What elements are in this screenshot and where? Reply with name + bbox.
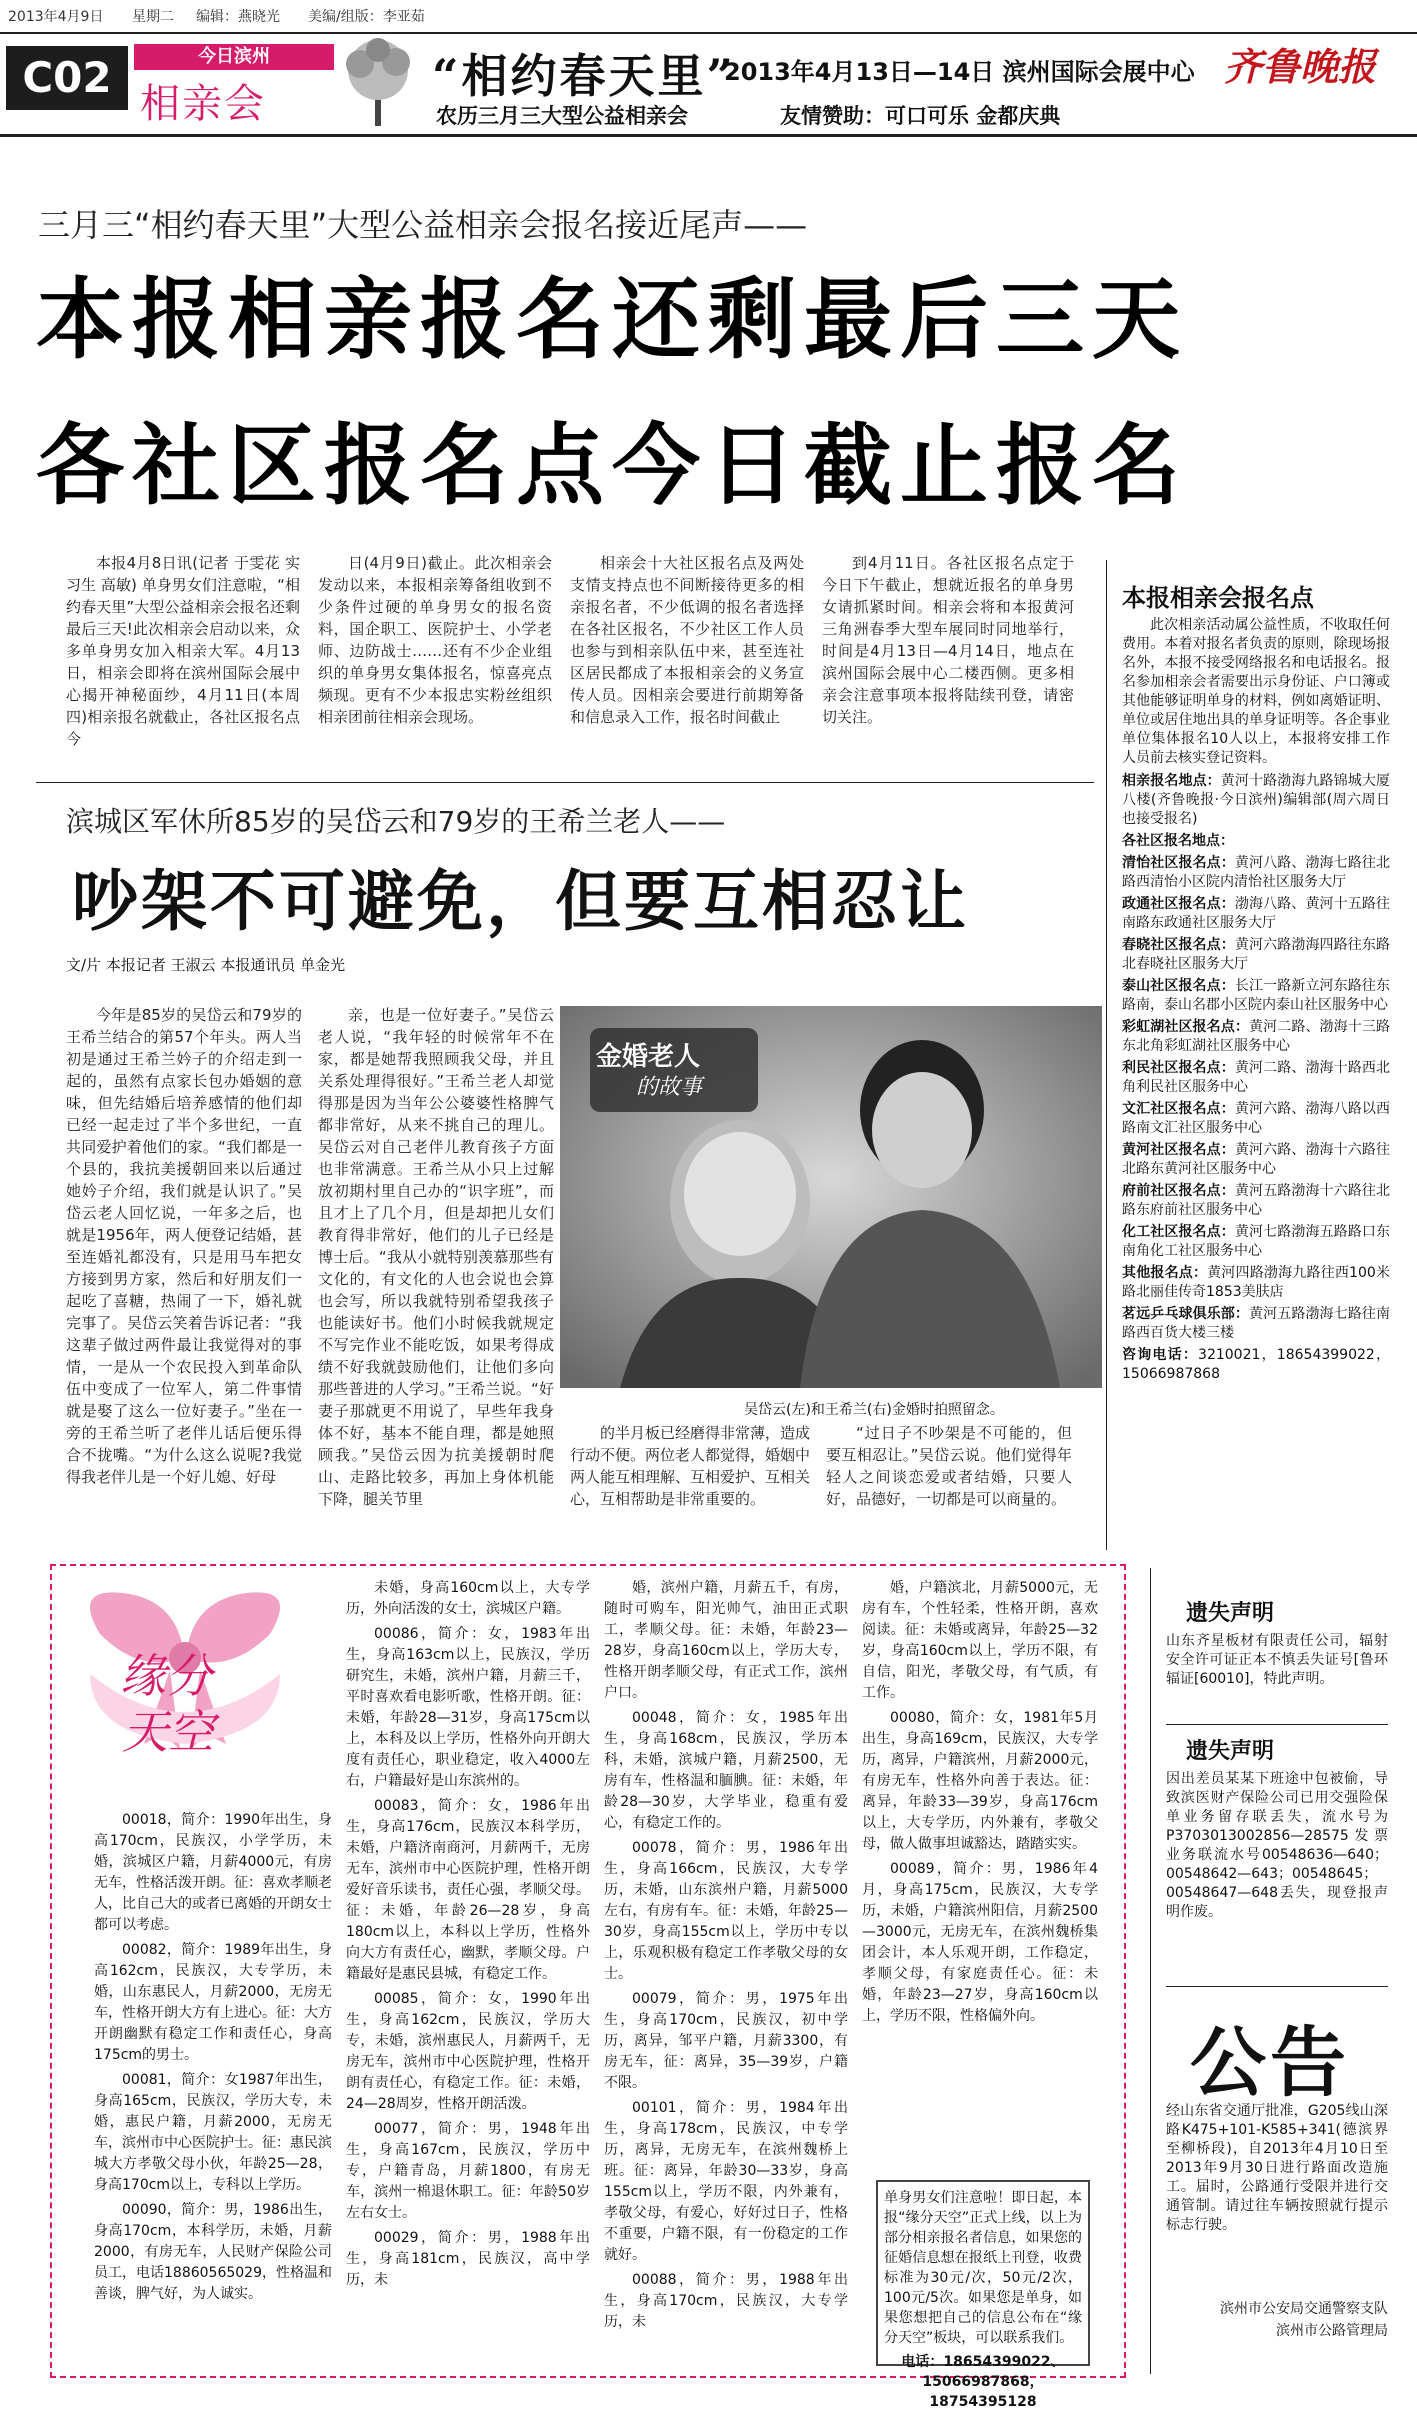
ads-divider [1150,1568,1151,2374]
signup-location-address: 黄河二路、渤海十路西北角利民社区服务中心 [1122,1060,1391,1095]
photo-badge-subtitle: 的故事 [636,1075,703,1100]
page-number: C02 [6,46,128,110]
signup-location-label: 彩虹湖社区报名点： [1122,1019,1249,1035]
signup-location-address: 黄河五路渤海七路往南路西百货大楼三楼 [1122,1306,1390,1341]
classified-entry: 00078，简介：男，1986年出生，身高166cm，民族汉，大专学历，未婚，山东滨州户籍，月薪5000左右，有房有车。征：未婚，年龄25—30岁，身高155cm以上，学历中专以上，乐观积极有稳定工作孝敬父母的女士。 [604,1840,848,1982]
classified-entry: 00101，简介：男，1984年出生，身高178cm，民族汉，中专学历，离异，无房无车，在滨州魏桥上班。征：离异，年龄30—33岁，身高155cm以上，学历不限，内外兼有，孝敬父母，有爱心，好好过日子，性格不重要，户籍不限，有一份稳定的工作就好。 [604,2100,848,2263]
classified-entry: 00080，简介：女，1981年5月出生，身高169cm，民族汉，大专学历，离异，户籍滨州，月薪2000元，有房无车，性格外向善于表达。征：离异，年龄33—39岁，身高176cm以上，大专学历，内外兼有，孝敬父母，做人做事坦诚豁达，踏踏实实。 [862,1710,1098,1852]
public-notice-sign-2: 滨州市公路管理局 [1276,2323,1388,2339]
signup-location-address: 黄河十路渤海九路锦城大厦八楼(齐鲁晚报·今日滨州)编辑部(周六周日也接受报名) [1122,773,1391,827]
signup-locations [1122,616,1390,1387]
event-title: “相约春天里” [432,49,736,103]
classifieds-col-2 [346,1578,590,2295]
issue-weekday: 星期二 [132,9,174,25]
classified-entry: 00083，简介：女，1986年出生，身高176cm，民族汉本科学历，未婚，户籍济南商河，月薪两千，无房无车，滨州市中心医院护理，性格开朗爱好音乐读书，责任心强，孝顺父母。征：未婚，年龄26—28岁，身高180cm以上，本科以上学历，性格外向大方有责任心，幽默，孝顺父母。户籍最好是惠民县城，有稳定工作。 [346,1798,590,1982]
story2-kicker: 滨城区军休所85岁的吴岱云和79岁的王希兰老人—— [66,805,726,838]
classified-entry: 婚，户籍滨北，月薪5000元，无房有车，个性轻柔，性格开朗，喜欢阅读。征：未婚或离异，年龄25—32岁，身高160cm以上，学历不限，有自信，阳光，孝敬父母，有气质，有工作。 [862,1580,1098,1701]
designer-credit: 美编/组版：李亚茹 [308,9,425,25]
sidebar-intro: 此次相亲活动属公益性质，不收取任何费用。本着对报名者负责的原则，除现场报名外，本报不接受网络报名和电话报名。报名参加相亲会者需要出示身份证、户口簿或其他能够证明单身的材料，例如离婚证明、单位或居住地出具的单身证明等。各企事业单位集体报名10人以上，本报将安排工作人员前去核实登记资料。 [1122,617,1390,766]
editor-credit: 编辑：燕晓光 [196,9,280,25]
photo-badge-title: 金婚老人 [596,1042,701,1072]
signup-location-item [1122,1018,1390,1056]
story1-kicker: 三月三“相约春天里”大型公益相亲会报名接近尾声—— [38,206,808,244]
story1-col-4: 到4月11日。各社区报名点定于今日下午截止，想就近报名的单身男女请抓紧时间。相亲会将和本报黄河三角洲春季大型车展同时同地举行，时间是4月13日—4月14日，地点在滨州国际会展中心二楼西侧。更多相亲会注意事项本报将陆续刊登，请密切关注。 [822,554,1074,726]
signup-location-label: 政通社区报名点： [1122,896,1235,912]
story2-col-4: “过日子不吵架是不可能的，但要互相忍让。”吴岱云说。他们觉得年轻人之间谈恋爱或者结婚，只要人好，品德好，一切都是可以商量的。 [826,1424,1072,1508]
photo-caption: 吴岱云(左)和王希兰(右)金婚时拍照留念。 [744,1402,1004,1418]
story1-col-3: 相亲会十大社区报名点及两处支情支持点也不间断接待更多的相亲报名者，不少低调的报名者选择在各社区报名，不少社区工作人员也参与到相亲队伍中来，甚至连社区居民都成了本报相亲会的义务宣传人员。因相亲会要进行前期筹备和信息录入工作，报名时间截止 [570,554,804,726]
classified-entry: 00077，简介：男，1948年出生，身高167cm，民族汉，学历中专，户籍青岛，月薪1800，有房无车，滨州一棉退休职工。征：年龄50岁左右女士。 [346,2121,590,2221]
signup-location-item [1122,936,1390,974]
lost-notice-1-text: 山东齐星板材有限责任公司，辐射安全许可证正本不慎丢失证号[鲁环辐证[60010]，特此声明。 [1166,1633,1388,1687]
signup-location-address: 黄河八路、渤海七路往北路西清怡小区院内清怡社区服务大厅 [1122,855,1391,890]
signup-location-address: 黄河七路渤海五路路口东南角化工社区服务中心 [1122,1224,1391,1259]
signup-location-address: 黄河二路、渤海十三路东北角彩虹湖社区服务中心 [1122,1019,1390,1054]
classifieds-notice [876,2180,1090,2410]
classified-entry: 00082，简介：1989年出生，身高162cm，民族汉，大专学历，未婚，山东惠民人，月薪2000，无房无车，性格开朗大方有上进心。征：大方开朗幽默有稳定工作和责任心，身高175cm的男士。 [94,1942,332,2063]
classified-entry: 婚，滨州户籍，月薪五千，有房，随时可购车，阳光帅气，油田正式职工，孝顺父母。征：未婚，年龄23—28岁，身高160cm以上，学历大专，性格开朗孝顺父母，有正式工作，滨州户口。 [604,1580,848,1701]
ad-separator-2 [1166,1986,1388,1987]
story1-col-1: 本报4月8日讯(记者 于雯花 实习生 高敏) 单身男女们注意啦，“相约春天里”大型公益相亲会报名还剩最后三天!此次相亲会启动以来，众多单身男女加入相亲大军。4月13日，相亲会即将在滨州国际会展中心揭开神秘面纱，4月11日(本周四)相亲报名就截止，各社区报名点今 [66,554,300,748]
classified-entry: 00048，简介：女，1985年出生，身高168cm，民族汉，学历本科，未婚，滨城户籍，月薪2500，无房有车，性格温和腼腆。征：未婚，年龄28—30岁，大学毕业，稳重有爱心，有稳定工作的。 [604,1710,848,1831]
story-divider [36,782,1094,783]
sidebar-title: 本报相亲会报名点 [1122,584,1314,612]
event-sponsor: 友情赞助：可口可乐 金都庆典 [780,104,1061,128]
signup-location-item [1122,1182,1390,1220]
event-date: 2013年4月13日—14日 滨州国际会展中心 [724,58,1195,86]
signup-location-item [1122,977,1390,1015]
signup-location-label: 文汇社区报名点： [1122,1101,1235,1117]
signup-location-address: 黄河四路渤海九路往西100米路北丽佳传奇1853美肤店 [1122,1265,1390,1300]
signup-location-item [1122,1305,1390,1343]
signup-location-label: 春晓社区报名点： [1122,937,1235,953]
signup-location-label: 其他报名点： [1122,1265,1208,1281]
signup-location-label: 化工社区报名点： [1122,1224,1235,1240]
signup-location-label: 泰山社区报名点： [1122,978,1235,994]
classified-entry: 00086，简介：女，1983年出生，身高163cm以上，民族汉，学历研究生，未婚，滨州户籍，月薪三千，平时喜欢看电影听歌，性格开朗。征：未婚，年龄28—31岁，身高175cm以上，本科及以上学历，性格外向开朗大度有责任心，职业稳定，收入4000左右，户籍最好是山东滨州的。 [346,1626,590,1789]
signup-location-item [1122,854,1390,892]
public-notice-title: 公告 [1190,2018,1350,2107]
lost-notice-2-text: 因出差员某某下班途中包被偷，导致滨医财产保险公司已用交强险保单业务留存联丢失，流水号为P3703013002856—28575发票业务联流水号00548636—640；00548642—643；00548645；00548647—648丢失，现登报声明作废。 [1166,1771,1388,1920]
signup-location-label: 相亲报名地点： [1122,773,1221,789]
meta-line [0,0,1417,28]
story2-byline: 文/片 本报记者 王淑云 本报通讯员 单金光 [66,956,346,974]
classifieds-notice-text: 单身男女们注意啦！即日起，本报“缘分天空”正式上线，以上为部分相亲报名者信息，如果您的征婚信息想在报纸上刊登，收费标准为30元/次，50元/2次，100元/5次。如果您是单身，如果您想把自己的信息公布在“缘分天空”板块，可以联系我们。 [884,2190,1082,2346]
classifieds-col-3 [604,1578,848,2337]
signup-location-label: 府前社区报名点： [1122,1183,1235,1199]
signup-location-address: 黄河六路渤海四路往东路北春晓社区服务大厅 [1122,937,1391,972]
public-notice-text: 经山东省交通厅批准，G205线山深路K475+101-K585+341(德滨界至柳桥段)，自2013年4月10日至2013年9月30日进行路面改造施工。届时，公路通行受限并进行交通管制。请过往车辆按照就行提示标志行驶。 [1166,2103,1388,2233]
signup-location-label: 利民社区报名点： [1122,1060,1235,1076]
classified-entry: 00018，简介：1990年出生，身高170cm，民族汉，小学学历，未婚，滨城区户籍，月薪4000元，有房无车，性格活泼开朗。征：喜欢孝顺老人，比自己大的或者已离婚的开朗女士都可以考虑。 [94,1812,332,1933]
classifieds-notice-phone: 电话：18654399022、15066987868，18754395128 [901,2354,1065,2410]
classifieds-logo-line2: 天空 [122,1705,214,1759]
public-notice-sign-1: 滨州市公安局交通警察支队 [1220,2301,1388,2317]
classified-entry: 00088，简介：男，1988年出生，身高170cm，民族汉，大专学历，未 [604,2272,848,2330]
classified-entry: 00029，简介：男，1988年出生，身高181cm，民族汉，高中学历，未 [346,2230,590,2288]
story1-col-2: 日(4月9日)截止。此次相亲会发动以来，本报相亲筹备组收到不少条件过硬的单身男女的报名资料，国企职工、医院护士、小学老师、边防战士……还有不少企业组织的单身男女集体报名，惊喜亮点频现。更有不少本报忠实粉丝组织相亲团前往相亲会现场。 [318,554,552,726]
lost-notice-1-title: 遗失声明 [1186,1601,1275,1626]
section-tab: 今日滨州 [134,44,334,70]
signup-location-address: 黄河六路、渤海十六路往北路东黄河社区服务中心 [1122,1142,1391,1177]
story1-headline-2: 各社区报名点今日截止报名 [36,414,1189,517]
classified-entry: 00089，简介：男，1986年4月，身高175cm，民族汉，大专学历，未婚，户籍滨州阳信，月薪2500—3000元，无房无车，在滨州魏桥集团会计，本人乐观开朗，工作稳定，孝顺父母，有家庭责任心。征：未婚，年龄23—27岁，身高160cm以上，学历不限，性格偏外向。 [862,1861,1098,2024]
signup-location-label: 清怡社区报名点： [1122,855,1235,871]
ad-separator-1 [1166,1724,1388,1725]
story1-headline-1: 本报相亲报名还剩最后三天 [36,268,1189,371]
classifieds-logo-line1: 缘分 [120,1649,212,1703]
signup-location-address: 3210021，18654399022，15066987868 [1122,1347,1390,1382]
story2-col-2: 亲，也是一位好妻子。”吴岱云老人说，“我年轻的时候常年不在家，都是她帮我照顾我父母，并且关系处理得很好。”王希兰老人却觉得那是因为当年公公婆婆性格脾气都非常好，从来不挑自己的理儿。吴岱云对自己老伴儿教育孩子方面也非常满意。王希兰从小只上过解放初期村里自己办的“识字班”，而且才上了几个月，但是却把儿女们教育得非常好，他们的儿子已经是博士后。“我从小就特别羡慕那些有文化的，有文化的人也会说也会算也会写，所以我就特别希望我孩子也能读好书。他们小时候我就规定不写完作业不能吃饭，如果考得成绩不好我就鼓励他们，让他们多向那些普进的人学习。”王希兰说。“好妻子那就更不用说了，早些年我身体不好，基本不能自理，都是她照顾我。”吴岱云因为抗美援朝时爬山、走路比较多，再加上身体机能下降，腿关节里 [318,1006,554,1508]
signup-location-item [1122,1264,1390,1302]
signup-location-address: 长江一路新立河东路往东路南，泰山名郡小区院内泰山社区服务中心 [1122,978,1391,1013]
story2-col-3: 的半月板已经磨得非常薄，造成行动不便。两位老人都觉得，婚姻中两人能互相理解、互相爱护、互相关心，互相帮助是非常重要的。 [570,1424,811,1508]
signup-location-item [1122,832,1390,851]
signup-location-item [1122,1100,1390,1138]
classified-entry: 未婚，身高160cm以上，大专学历，外向活泼的女士，滨城区户籍。 [346,1580,590,1617]
signup-location-item [1122,772,1390,829]
newspaper-logo: 齐鲁晚报 [1224,44,1377,89]
section-title: 相亲会 [140,81,266,127]
signup-location-item [1122,1223,1390,1261]
signup-location-item [1122,1346,1390,1384]
issue-date: 2013年4月9日 [8,9,104,25]
signup-location-address: 黄河五路渤海十六路往北路东府前社区服务中心 [1122,1183,1391,1218]
signup-location-item [1122,1141,1390,1179]
classified-entry: 00079，简介：男，1975年出生，身高170cm，民族汉，初中学历，离异，邹平户籍，月薪3300，有房无车，征：离异，35—39岁，户籍不限。 [604,1991,848,2091]
classified-entry: 00081，简介：女1987年出生，身高165cm，民族汉，学历大专，未婚，惠民户籍，月薪2000，无房无车，滨州市中心医院护士。征：惠民滨城大方孝敬父母小伙，年龄25—28，身高170cm以上，专科以上学历。 [94,2072,332,2193]
signup-location-address: 黄河六路、渤海八路以西路南文汇社区服务中心 [1122,1101,1391,1136]
classifieds-col-4 [862,1578,1098,2031]
event-subtitle: 农历三月三大型公益相亲会 [436,104,688,128]
signup-location-address: 渤海八路、黄河十五路往南路东政通社区服务大厅 [1122,896,1391,931]
signup-location-label: 黄河社区报名点： [1122,1142,1235,1158]
signup-location-label: 茗远乒乓球俱乐部： [1122,1306,1249,1322]
lost-notice-2-title: 遗失声明 [1186,1739,1275,1764]
tree-logo-icon [330,34,426,128]
signup-location-label: 咨询电话： [1122,1347,1199,1363]
story2-col-1: 今年是85岁的吴岱云和79岁的王希兰结合的第57个年头。两人当初是通过王希兰妗子的介绍走到一起的，虽然有点家长包办婚姻的意味，但先结婚后培养感情的他们却已经一起走过了半个多世纪，一直共同爱护着他们的家。“我们都是一个县的，我抗美援朝回来以后通过她妗子介绍，我们就是认识了。”吴岱云老人回忆说，一年多之后，也就是1956年，两人便登记结婚，甚至连婚礼都没有，只是用马车把女方接到男方家，然后和好朋友们一起吃了喜糖，热闹了一下，婚礼就完事了。吴岱云笑着告诉记者：“我这辈子做过两件最让我觉得对的事情，一是从一个农民投入到革命队伍中变成了一位军人，第二件事情就是娶了这么一位好妻子。”坐在一旁的王希兰听了老伴儿话后便乐得合不拢嘴。“为什么这么说呢?我觉得我老伴儿是一个好儿媳、好母 [66,1006,302,1486]
signup-location-label: 各社区报名地点： [1122,833,1234,849]
classifieds-col-1 [94,1810,332,2309]
signup-location-item [1122,1059,1390,1097]
story2-headline: 吵架不可避免，但要互相忍让 [72,863,969,940]
sidebar-divider [1106,560,1107,1550]
classified-entry: 00090，简介：男，1986出生，身高170cm，本科学历，未婚，月薪2000，有房无车，人民财产保险公司员工，电话18860565029，性格温和善谈，脾气好，为人诚实。 [94,2202,332,2302]
signup-location-item [1122,895,1390,933]
classified-entry: 00085，简介：女，1990年出生，身高162cm，民族汉，学历大专，未婚，滨州惠民人，月薪两千，无房无车，滨州市中心医院护理，性格开朗有责任心，有稳定工作。征：未婚，24—28周岁，性格开朗活泼。 [346,1991,590,2112]
